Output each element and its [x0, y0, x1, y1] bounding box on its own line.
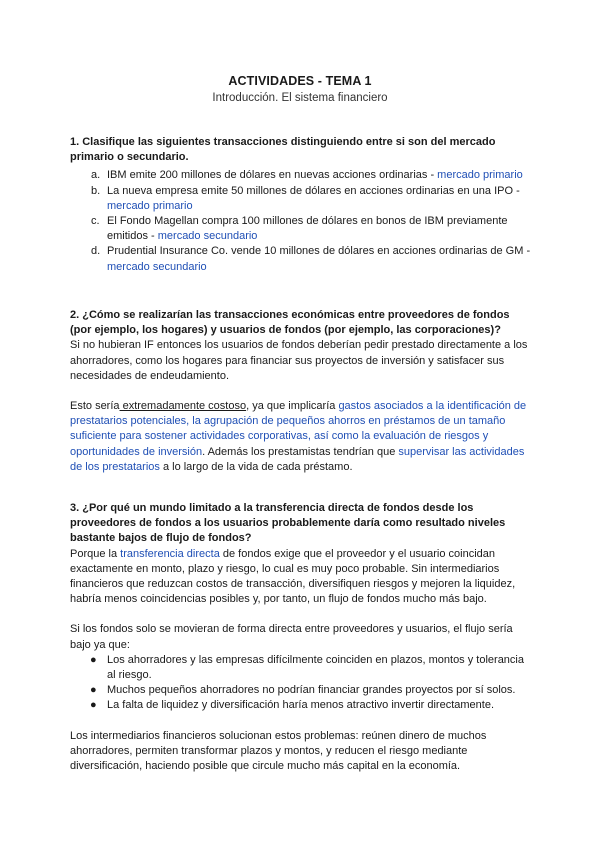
list-item — [70, 244, 532, 274]
list-marker: d. — [91, 245, 101, 258]
answer-text: mercado secundario — [157, 230, 258, 243]
list-item-text: El Fondo Magellan compra 100 millones de dólares en bonos de IBM previamente emitidos - — [107, 215, 508, 243]
question-1-section — [70, 135, 532, 275]
bullet-icon: ● — [90, 699, 97, 712]
list-item — [70, 184, 532, 214]
bullet-list — [70, 653, 532, 714]
list-item — [70, 653, 532, 683]
highlighted-text: gastos asociados a la identificación de prestatarios potenciales, la agrupación de pequeños ahorros en préstamos de un tamaño suficiente para sostener actividades corporativas, así como la evaluación de riesgos y oportunidades de inversión — [70, 400, 527, 458]
answer-paragraph: Si no hubieran IF entonces los usuarios de fondos deberían pedir prestado directamente a los ahorradores, como los hogares para financiar sus proyectos de inversión y satisfacer sus necesidades de endeudamiento. — [70, 339, 528, 382]
list-item-text: Prudential Insurance Co. vende 10 millones de dólares en acciones ordinarias de GM - — [107, 245, 531, 258]
question-2-section — [70, 308, 532, 475]
highlighted-text: transferencia directa — [120, 547, 220, 560]
list-marker: a. — [91, 169, 101, 182]
question-1-heading: 1. Clasifique las siguientes transacciones distinguiendo entre si son del mercado primario o secundario. — [70, 136, 496, 164]
question-3-section — [70, 501, 532, 774]
transaction-list — [70, 168, 532, 274]
list-item-text: Muchos pequeños ahorradores no podrían financiar grandes proyectos por sí solos. — [107, 684, 516, 697]
bullet-icon: ● — [90, 684, 97, 697]
list-item — [70, 683, 532, 698]
list-item — [70, 698, 532, 713]
question-2-heading: 2. ¿Cómo se realizarían las transacciones económicas entre proveedores de fondos (por ejemplo, los hogares) y usuarios de fondos (por ejemplo, las corporaciones)? — [70, 309, 510, 337]
text-span: , ya que implicaría — [246, 400, 339, 413]
document-title: ACTIVIDADES - TEMA 1 — [228, 74, 372, 88]
highlighted-text: supervisar las actividades de los prestatarios — [70, 445, 525, 473]
list-item-text: IBM emite 200 millones de dólares en nuevas acciones ordinarias - — [107, 169, 438, 182]
answer-paragraph — [70, 399, 532, 475]
answer-text: mercado secundario — [107, 260, 207, 273]
text-span: . Además los prestamistas tendrían que — [202, 445, 399, 458]
list-item-text: La nueva empresa emite 50 millones de dólares en acciones ordinarias en una IPO - — [107, 184, 520, 197]
text-span: a lo largo de la vida de cada préstamo. — [159, 460, 353, 473]
list-marker: c. — [91, 215, 100, 228]
answer-paragraph: Si los fondos solo se movieran de forma directa entre proveedores y usuarios, el flujo sería bajo ya que: — [70, 623, 513, 651]
list-item-text: Los ahorradores y las empresas difícilmente coinciden en plazos, montos y tolerancia al riesgo. — [107, 653, 524, 682]
answer-paragraph — [70, 547, 532, 608]
list-item — [70, 168, 532, 183]
answer-text: mercado primario — [107, 199, 193, 212]
text-span: Esto sería — [70, 400, 120, 413]
text-span: de fondos exige que el proveedor y el usuario coincidan exactamente en monto, plazo y riesgo, lo cual es muy poco probable. Sin intermediarios financieros que reduzcan costos de transacción, diversifiquen riesgos y mejoren la liquidez, habría menos coincidencias posibles y, por tanto, un flujo de fondos mucho más bajo. — [70, 547, 516, 606]
document-subtitle: Introducción. El sistema financiero — [212, 92, 388, 104]
list-marker: b. — [91, 184, 101, 197]
text-span: Porque la — [70, 547, 121, 560]
bullet-icon: ● — [90, 653, 97, 666]
list-item — [70, 214, 532, 244]
answer-text: mercado primario — [437, 169, 523, 182]
list-item-text: La falta de liquidez y diversificación haría menos atractivo invertir directamente. — [107, 699, 495, 712]
underlined-text: extremadamente costoso — [119, 400, 247, 413]
answer-paragraph: Los intermediarios financieros solucionan estos problemas: reúnen dinero de muchos ahorradores, permiten transformar plazos y montos, y reducen el riesgo mediante diversificación, haciendo posible que circule mucho más capital en la economía. — [70, 729, 487, 773]
question-3-heading: 3. ¿Por qué un mundo limitado a la transferencia directa de fondos desde los proveedores de fondos a los usuarios probablemente daría como resultado niveles bastante bajos de flujo de fondos? — [70, 502, 506, 545]
